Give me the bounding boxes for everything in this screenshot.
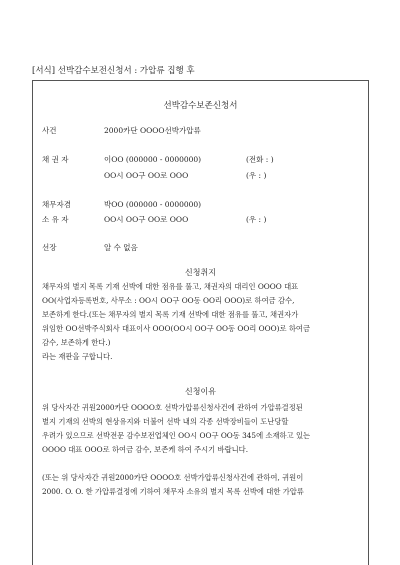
purpose-line: 감수, 보존하게 한다.) [42, 338, 111, 347]
reasons-line [42, 457, 360, 471]
creditor-address: OO시 OO구 OO로 OOO [104, 171, 189, 180]
creditor-zip: (우 : ) [246, 171, 267, 180]
purpose-line: 라는 재판을 구합니다. [42, 352, 113, 361]
purpose-line: OO(사업자등록번호, 사무소 : OO시 OO구 OO동 OO리 OOO)로 하여금 감수, [42, 296, 295, 305]
purpose-line: 보존하게 한다.(또는 채무자의 별지 목록 기재 선박에 대한 점유를 풀고, 채권자가 [42, 310, 299, 319]
creditor-label: 채 권 자 [42, 155, 69, 164]
debtor-label-1: 채무자겸 [42, 200, 71, 209]
reasons-line: 위 당사자간 귀원2000카단 OOOO호 선박가압류신청사건에 관하여 가압류결정된 [42, 403, 303, 412]
purpose-paragraph [42, 280, 360, 364]
case-value: 2000카단 OOOO선박가압류 [104, 126, 201, 135]
purpose-line: 위임한 OO선박주식회사 대표이사 OOO(OO시 OO구 OO동 OO리 OOO)로 하여금 [42, 324, 310, 333]
debtor-label-2: 소 유 자 [42, 215, 69, 224]
creditor-name: 이OO (000000 - 0000000) [104, 155, 202, 164]
purpose-line: 채무자의 별지 목록 기재 선박에 대한 점유를 풀고, 채권자의 대리인 OOOO 대표 [42, 282, 299, 291]
document-frame [32, 80, 369, 565]
reasons-line: (또는 위 당사자간 귀원2000카단 OOOO호 선박가압류신청사건에 관하여, 귀원이 [42, 473, 304, 482]
debtor-name: 박OO (000000 - 0000000) [104, 200, 202, 209]
captain-label: 선장 [42, 243, 57, 252]
form-caption: [서식] 선박감수보전신청서 : 가압류 집행 후 [32, 66, 195, 76]
reasons-paragraph [42, 401, 360, 499]
reasons-line: 별지 기재의 선박의 현상유지와 더불어 선박 내의 각종 선박장비들이 도난당할 [42, 417, 289, 426]
debtor-zip: (우 : ) [246, 215, 267, 224]
reasons-line: 우려가 있으므로 선박전문 감수보전업체인 OO시 OO구 OO동 345에 소재하고 있는 [42, 431, 311, 440]
creditor-phone: (전화 : ) [246, 155, 274, 164]
reasons-line: 2000. O. O. 한 가압류결정에 기하여 채무자 소유의 별지 목록 선박에 대한 가압류 [42, 487, 304, 496]
document-title: 선박감수보존신청서 [163, 101, 238, 111]
purpose-heading: 신청취지 [185, 268, 216, 277]
case-label: 사건 [42, 126, 57, 135]
debtor-address: OO시 OO구 OO로 OOO [104, 215, 189, 224]
reasons-heading: 신청이유 [185, 387, 216, 396]
reasons-line: OOOO 대표 OOO로 하여금 감수, 보존케 하여 주시기 바랍니다. [42, 445, 249, 454]
captain-value: 알 수 없음 [104, 243, 138, 252]
